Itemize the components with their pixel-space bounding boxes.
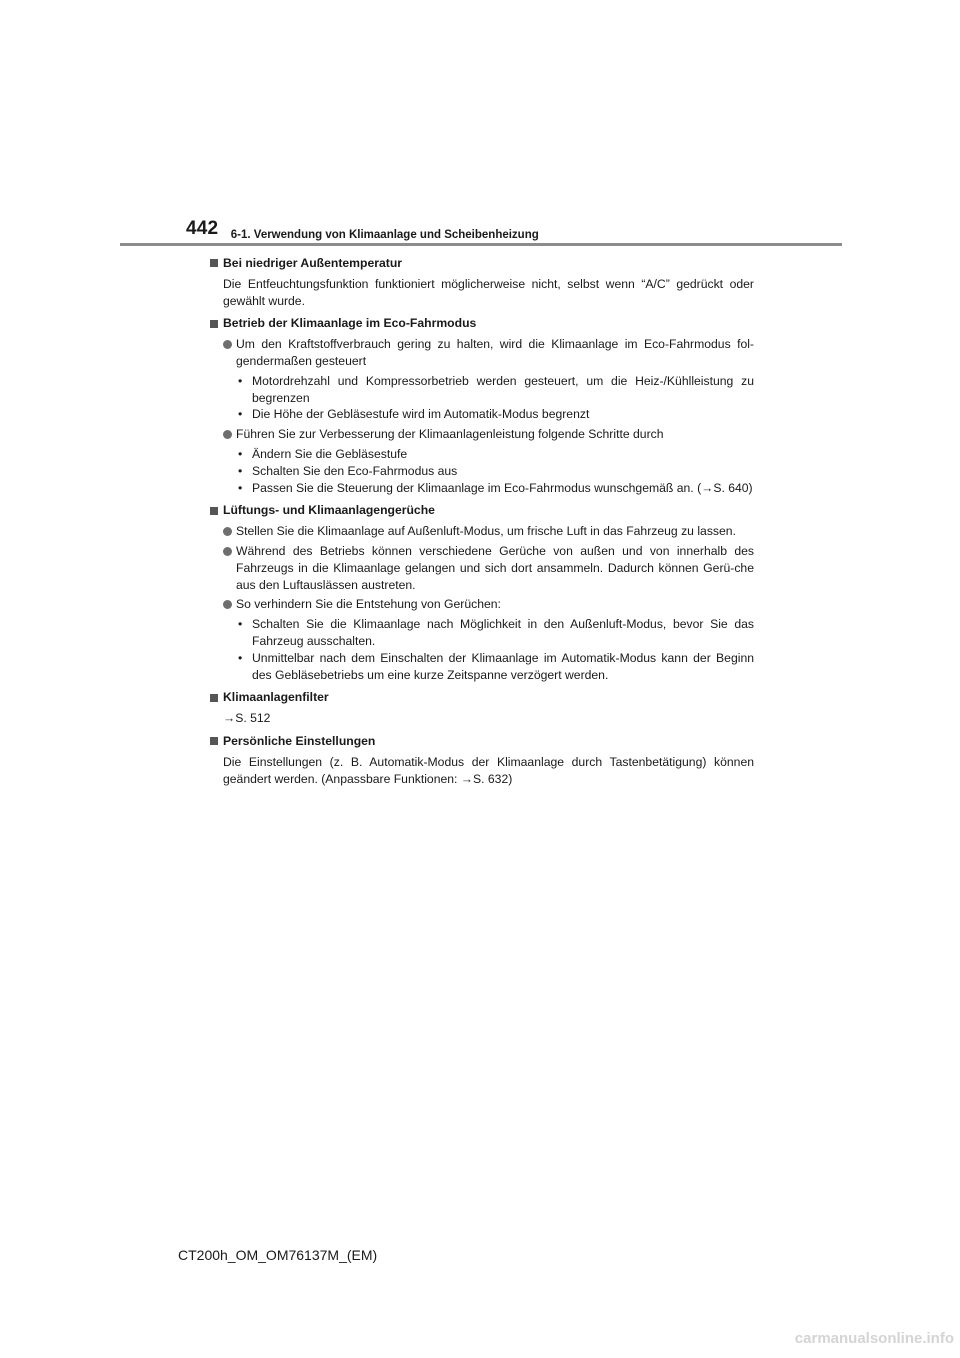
page-header <box>186 218 539 240</box>
watermark: carmanualsonline.info <box>794 1330 954 1347</box>
square-bullet-icon <box>210 320 218 328</box>
square-bullet-icon <box>210 694 218 702</box>
section <box>210 255 754 309</box>
sub-bullet-icon: • <box>238 463 243 478</box>
sub-bullet-icon: • <box>238 650 243 665</box>
section <box>210 502 754 683</box>
page-content <box>210 255 754 793</box>
section-heading <box>210 689 754 706</box>
square-bullet-icon <box>210 259 218 267</box>
section-heading <box>210 315 754 332</box>
sub-bullet-icon: • <box>238 617 243 632</box>
section <box>210 315 754 496</box>
sub-item-text: Motordrehzahl und Kompressorbetrieb werden gesteuert, um die Heiz-/Kühlleistung zu begrenzen <box>252 373 754 405</box>
sub-item <box>238 616 754 650</box>
sub-item <box>238 373 754 407</box>
page-number: 442 <box>186 218 219 239</box>
square-bullet-icon <box>210 737 218 745</box>
bullet-text: Führen Sie zur Verbesserung der Klimaanlagenleistung folgende Schritte durch <box>236 427 664 442</box>
section <box>210 733 754 787</box>
sub-bullet-icon: • <box>238 373 243 388</box>
sub-list <box>238 446 754 496</box>
bullet-item <box>222 543 754 593</box>
section-body: Die Einstellungen (z. B. Automatik-Modus der Klimaanlage durch Tastenbetätigung) können geändert werden. (Anpassbare Funktionen: →S. 632) <box>223 754 754 786</box>
circle-bullet-icon <box>223 340 232 349</box>
sub-bullet-icon: • <box>238 480 243 495</box>
sub-item-text: Ändern Sie die Gebläsestufe <box>252 446 408 461</box>
header-rule <box>120 243 842 246</box>
section-body: Die Entfeuchtungsfunktion funktioniert möglicherweise nicht, selbst wenn “A/C” gedrückt oder gewählt wurde. <box>223 276 754 308</box>
section-heading-text: Klimaanlagenfilter <box>223 690 329 705</box>
section-heading-text: Persönliche Einstellungen <box>223 733 376 748</box>
bullet-text: Um den Kraftstoffverbrauch gering zu halten, wird die Klimaanlage im Eco-Fahrmodus fol-gendermaßen gesteuert <box>236 337 754 368</box>
document-code: CT200h_OM_OM76137M_(EM) <box>178 1247 378 1263</box>
sub-item <box>238 446 754 463</box>
circle-bullet-icon <box>223 547 232 556</box>
square-bullet-icon <box>210 507 218 515</box>
section-heading <box>210 502 754 519</box>
section <box>210 689 754 727</box>
bullet-item <box>222 523 754 540</box>
circle-bullet-icon <box>223 600 232 609</box>
section-heading-text: Betrieb der Klimaanlage im Eco-Fahrmodus <box>223 316 477 331</box>
section-heading-text: Lüftungs- und Klimaanlagengerüche <box>223 503 435 518</box>
sub-item <box>238 463 754 480</box>
section-heading-text: Bei niedriger Außentemperatur <box>223 256 403 270</box>
sub-item <box>238 406 754 423</box>
section-heading <box>210 733 754 750</box>
bullet-item <box>222 426 754 443</box>
circle-bullet-icon <box>223 527 232 536</box>
sub-item-text: Passen Sie die Steuerung der Klimaanlage im Eco-Fahrmodus wunschgemäß an. (→S. 640) <box>252 480 753 495</box>
bullet-text: So verhindern Sie die Entstehung von Gerüchen: <box>236 597 501 612</box>
sub-bullet-icon: • <box>238 407 243 422</box>
section-heading <box>210 255 754 272</box>
circle-bullet-icon <box>223 430 232 439</box>
sub-item-text: Schalten Sie die Klimaanlage nach Möglichkeit in den Außenluft-Modus, bevor Sie das Fahrzeug ausschalten. <box>252 617 754 648</box>
sub-list <box>238 616 754 683</box>
sub-item-text: Schalten Sie den Eco-Fahrmodus aus <box>252 463 458 478</box>
sub-bullet-icon: • <box>238 446 243 461</box>
bullet-item <box>222 596 754 613</box>
chapter-title: 6-1. Verwendung von Klimaanlage und Scheibenheizung <box>230 229 539 241</box>
bullet-text: Stellen Sie die Klimaanlage auf Außenluft-Modus, um frische Luft in das Fahrzeug zu lassen. <box>236 524 736 539</box>
sub-item-text: Die Höhe der Gebläsestufe wird im Automatik-Modus begrenzt <box>252 407 590 422</box>
sub-list <box>238 373 754 423</box>
sub-item <box>238 480 754 497</box>
bullet-item <box>222 336 754 370</box>
sub-item <box>238 650 754 684</box>
sub-item-text: Unmittelbar nach dem Einschalten der Klimaanlage im Automatik-Modus kann der Beginn des Gebläsebetriebs um eine kurze Zeitspanne verzögert werden. <box>252 650 754 682</box>
section-body: →S. 512 <box>223 711 271 726</box>
bullet-text: Während des Betriebs können verschiedene Gerüche von außen und von innerhalb des Fahrzeugs in die Klimaanlage gelangen und sich dort ansammeln. Dadurch können Gerü-che aus den Luftauslässen austreten. <box>236 543 754 592</box>
